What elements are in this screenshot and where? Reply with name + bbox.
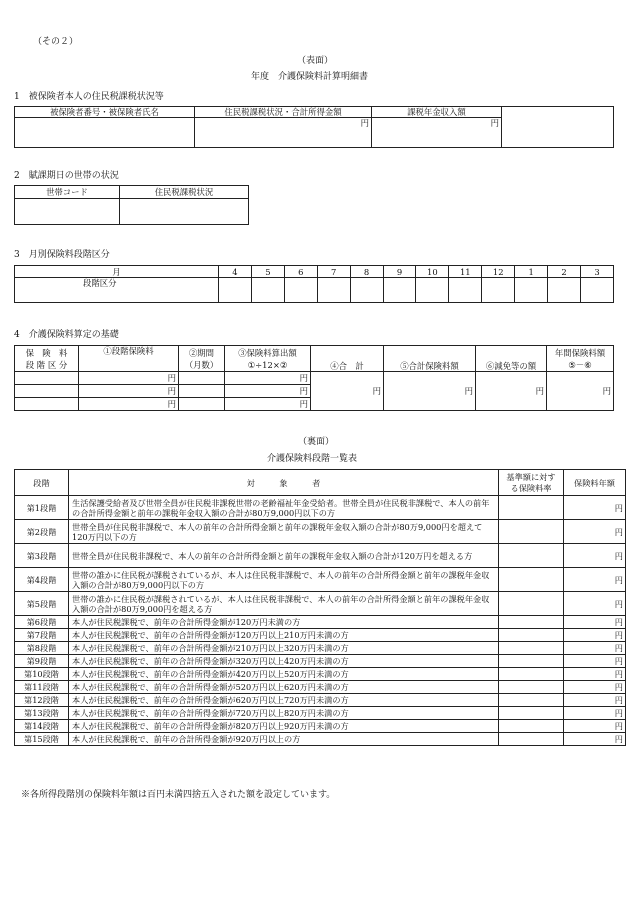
unit-yen: 円	[614, 502, 623, 513]
rate-cell	[499, 707, 564, 720]
s4-header-annual	[547, 346, 614, 372]
unit-yen: 円	[535, 386, 544, 396]
s4-header-calc-line1: ③保険料算出額	[238, 347, 297, 358]
annual-fee-cell	[564, 668, 626, 681]
section2-table	[14, 185, 249, 225]
s3-cell	[416, 278, 449, 303]
rate-cell	[499, 642, 564, 655]
t5-header-target: 対 象 者	[69, 470, 499, 496]
s3-cell	[219, 278, 252, 303]
t5-header-rate-line2: る保険料率	[510, 482, 552, 493]
s3-cell	[580, 278, 613, 303]
s2-household-code-value	[15, 199, 120, 225]
rate-cell	[499, 629, 564, 642]
unit-yen: 円	[614, 550, 623, 561]
s4-header-total-fee: ⑤合計保険料額	[384, 346, 476, 372]
s3-cell	[284, 278, 317, 303]
s3-month: 8	[350, 266, 383, 278]
unit-yen: 円	[372, 386, 381, 396]
s3-cell	[251, 278, 284, 303]
unit-yen: 円	[299, 399, 308, 409]
s4-period-cell	[179, 398, 225, 411]
target-description: 本人が住民税課税で、前年の合計所得金額が210万円以上320万円未満の方	[69, 642, 499, 655]
s3-cell	[383, 278, 416, 303]
stage-cell: 第10段階	[15, 668, 69, 681]
table-row	[15, 655, 626, 668]
stage-cell: 第4段階	[15, 568, 69, 592]
target-description: 世帯の誰かに住民税が課税されているが、本人は住民税非課税で、本人の前年の合計所得金額と前年の課税年金収入額の合計が80万9,000円以下の方	[69, 568, 499, 592]
s4-header-period	[179, 346, 225, 372]
target-description: 生活保護受給者及び世帯全員が住民税非課税世帯の老齢福祉年金受給者。世帯全員が住民税非課税で、本人の前年の合計所得金額と前年の課税年金収入額の合計が80万9,000円以下の方	[69, 496, 499, 520]
unit-yen: 円	[614, 682, 623, 692]
unit-yen: 円	[614, 734, 623, 744]
s3-cell	[515, 278, 548, 303]
unit-yen: 円	[614, 656, 623, 666]
table-row	[15, 496, 626, 520]
table-row	[15, 592, 626, 616]
section2-heading: 2 賦課期日の世帯の状況	[14, 171, 119, 181]
stage-cell: 第15段階	[15, 733, 69, 746]
section4-heading: 4 介護保険料算定の基礎	[14, 330, 119, 340]
s3-month: 2	[548, 266, 581, 278]
target-description: 本人が住民税課税で、前年の合計所得金額が720万円以上820万円未満の方	[69, 707, 499, 720]
t5-header-rate-line1: 基準額に対す	[506, 471, 556, 482]
premium-stage-table	[14, 469, 626, 746]
unit-yen: 円	[614, 598, 623, 609]
annual-fee-cell	[564, 544, 626, 568]
rate-cell	[499, 520, 564, 544]
s4-total-cell	[311, 372, 384, 411]
back-footnote: ※各所得段階別の保険料年額は百円未満四捨五入された額を設定しています。	[21, 790, 336, 800]
annual-fee-cell	[564, 694, 626, 707]
s4-stage-fee-cell	[79, 372, 179, 385]
s1-header-insured: 被保険者番号・被保険者氏名	[15, 107, 195, 118]
s4-header-total: ④合 計	[311, 346, 384, 372]
unit-yen: 円	[167, 386, 176, 396]
s3-month: 3	[580, 266, 613, 278]
stage-cell: 第12段階	[15, 694, 69, 707]
table-row	[15, 616, 626, 629]
target-description: 世帯の誰かに住民税が課税されているが、本人は住民税非課税で、本人の前年の合計所得金額と前年の課税年金収入額の合計が80万9,000円を超える方	[69, 592, 499, 616]
s4-reduction-cell	[476, 372, 547, 411]
rate-cell	[499, 668, 564, 681]
s4-calc-cell	[225, 372, 311, 385]
t5-header-stage: 段階	[15, 470, 69, 496]
stage-cell: 第13段階	[15, 707, 69, 720]
s3-month: 6	[284, 266, 317, 278]
s4-header-calc	[225, 346, 311, 372]
s3-month: 5	[251, 266, 284, 278]
unit-yen: 円	[299, 386, 308, 396]
s3-month: 10	[416, 266, 449, 278]
unit-yen: 円	[614, 630, 623, 640]
s1-blank	[502, 107, 614, 148]
stage-cell: 第2段階	[15, 520, 69, 544]
stage-cell: 第7段階	[15, 629, 69, 642]
target-description: 本人が住民税課税で、前年の合計所得金額が520万円以上620万円未満の方	[69, 681, 499, 694]
rate-cell	[499, 568, 564, 592]
target-description: 本人が住民税課税で、前年の合計所得金額が120万円以上210万円未満の方	[69, 629, 499, 642]
s1-pension-value	[372, 118, 502, 148]
stage-cell: 第5段階	[15, 592, 69, 616]
annual-fee-cell	[564, 629, 626, 642]
s3-cell	[482, 278, 515, 303]
table-row	[15, 544, 626, 568]
s3-month: 11	[449, 266, 482, 278]
unit-yen: 円	[490, 118, 499, 128]
s3-month: 7	[317, 266, 350, 278]
s3-month: 12	[482, 266, 515, 278]
s3-month: 1	[515, 266, 548, 278]
target-description: 本人が住民税課税で、前年の合計所得金額が420万円以上520万円未満の方	[69, 668, 499, 681]
s3-month: 9	[383, 266, 416, 278]
annual-fee-cell	[564, 616, 626, 629]
unit-yen: 円	[602, 386, 611, 396]
section1-heading: 1 被保険者本人の住民税課税状況等	[14, 92, 164, 102]
target-description: 本人が住民税課税で、前年の合計所得金額が320万円以上420万円未満の方	[69, 655, 499, 668]
s4-header-class-line1: 保 険 料	[25, 347, 68, 358]
annual-fee-cell	[564, 496, 626, 520]
target-description: 本人が住民税課税で、前年の合計所得金額が620万円以上720万円未満の方	[69, 694, 499, 707]
s1-header-pension: 課税年金収入額	[372, 107, 502, 118]
s4-class-cell	[15, 385, 79, 398]
table-row	[15, 520, 626, 544]
unit-yen: 円	[614, 708, 623, 718]
stage-cell: 第6段階	[15, 616, 69, 629]
rate-cell	[499, 496, 564, 520]
unit-yen: 円	[167, 399, 176, 409]
rate-cell	[499, 655, 564, 668]
s1-header-tax-status: 住民税課税状況・合計所得金額	[195, 107, 372, 118]
s4-header-class	[15, 346, 79, 372]
s4-header-class-line2: 段 階 区 分	[25, 359, 68, 370]
page-label: （その２）	[33, 37, 79, 47]
table-row	[15, 733, 626, 746]
unit-yen: 円	[614, 574, 623, 585]
unit-yen: 円	[360, 118, 369, 128]
s2-header-tax-status: 住民税課税状況	[120, 186, 249, 199]
rate-cell	[499, 733, 564, 746]
annual-fee-cell	[564, 568, 626, 592]
back-side-label: （裏面）	[298, 437, 335, 447]
stage-cell: 第14段階	[15, 720, 69, 733]
table-row	[15, 681, 626, 694]
rate-cell	[499, 544, 564, 568]
annual-fee-cell	[564, 733, 626, 746]
annual-fee-cell	[564, 707, 626, 720]
rate-cell	[499, 616, 564, 629]
s4-annual-cell	[547, 372, 614, 411]
target-description: 世帯全員が住民税非課税で、本人の前年の合計所得金額と前年の課税年金収入額の合計が120万円を超える方	[69, 544, 499, 568]
stage-cell: 第8段階	[15, 642, 69, 655]
table-row	[15, 707, 626, 720]
front-title: 年度 介護保険料計算明細書	[251, 72, 369, 82]
s3-cell	[317, 278, 350, 303]
section4-table	[14, 345, 614, 411]
unit-yen: 円	[614, 721, 623, 731]
annual-fee-cell	[564, 655, 626, 668]
section3-heading: 3 月別保険料段階区分	[14, 250, 110, 260]
s4-period-cell	[179, 372, 225, 385]
s3-cell	[449, 278, 482, 303]
section3-table	[14, 265, 614, 303]
unit-yen: 円	[614, 695, 623, 705]
annual-fee-cell	[564, 520, 626, 544]
stage-cell: 第11段階	[15, 681, 69, 694]
table-row	[15, 629, 626, 642]
rate-cell	[499, 720, 564, 733]
table-row	[15, 568, 626, 592]
unit-yen: 円	[614, 669, 623, 679]
s4-header-period-line1: ②期間	[188, 347, 215, 358]
unit-yen: 円	[614, 643, 623, 653]
s4-period-cell	[179, 385, 225, 398]
t5-header-rate	[499, 470, 564, 496]
s3-month: 4	[219, 266, 252, 278]
s4-header-stage-fee: ①段階保険料	[79, 346, 179, 372]
target-description: 世帯全員が住民税非課税で、本人の前年の合計所得金額と前年の課税年金収入額の合計が80万9,000円を超えて120万円以下の方	[69, 520, 499, 544]
s4-class-cell	[15, 372, 79, 385]
s3-cell	[350, 278, 383, 303]
stage-cell: 第1段階	[15, 496, 69, 520]
s4-class-cell	[15, 398, 79, 411]
unit-yen: 円	[614, 617, 623, 627]
table-row	[15, 694, 626, 707]
s2-header-household-code: 世帯コード	[15, 186, 120, 199]
s4-calc-cell	[225, 398, 311, 411]
t5-header-annual: 保険料年額	[564, 470, 626, 496]
s3-month-header: 月	[15, 266, 219, 278]
unit-yen: 円	[464, 386, 473, 396]
unit-yen: 円	[614, 526, 623, 537]
s4-header-annual-line2: ⑤－⑥	[568, 359, 592, 370]
section1-table	[14, 106, 614, 148]
annual-fee-cell	[564, 681, 626, 694]
s4-stage-fee-cell	[79, 398, 179, 411]
rate-cell	[499, 681, 564, 694]
rate-cell	[499, 592, 564, 616]
stage-cell: 第3段階	[15, 544, 69, 568]
unit-yen: 円	[167, 373, 176, 383]
unit-yen: 円	[299, 373, 308, 383]
s3-row-label: 段階区分	[15, 278, 219, 303]
table-row	[15, 642, 626, 655]
front-side-label: （表面）	[297, 56, 334, 66]
annual-fee-cell	[564, 720, 626, 733]
annual-fee-cell	[564, 592, 626, 616]
s4-header-period-line2: （月数）	[184, 359, 219, 370]
stage-cell: 第9段階	[15, 655, 69, 668]
s1-insured-value	[15, 118, 195, 148]
s4-header-annual-line1: 年間保険料額	[554, 347, 606, 358]
s4-header-calc-line2: ①÷12×②	[247, 359, 288, 370]
table-row	[15, 720, 626, 733]
s3-cell	[548, 278, 581, 303]
rate-cell	[499, 694, 564, 707]
target-description: 本人が住民税課税で、前年の合計所得金額が120万円未満の方	[69, 616, 499, 629]
target-description: 本人が住民税課税で、前年の合計所得金額が820万円以上920万円未満の方	[69, 720, 499, 733]
s4-total-fee-cell	[384, 372, 476, 411]
target-description: 本人が住民税課税で、前年の合計所得金額が920万円以上の方	[69, 733, 499, 746]
s4-calc-cell	[225, 385, 311, 398]
s2-tax-status-value	[120, 199, 249, 225]
s4-stage-fee-cell	[79, 385, 179, 398]
table-row	[15, 668, 626, 681]
annual-fee-cell	[564, 642, 626, 655]
s1-tax-value	[195, 118, 372, 148]
back-title: 介護保険料段階一覧表	[267, 454, 358, 464]
s4-header-reduction: ⑥減免等の額	[476, 346, 547, 372]
